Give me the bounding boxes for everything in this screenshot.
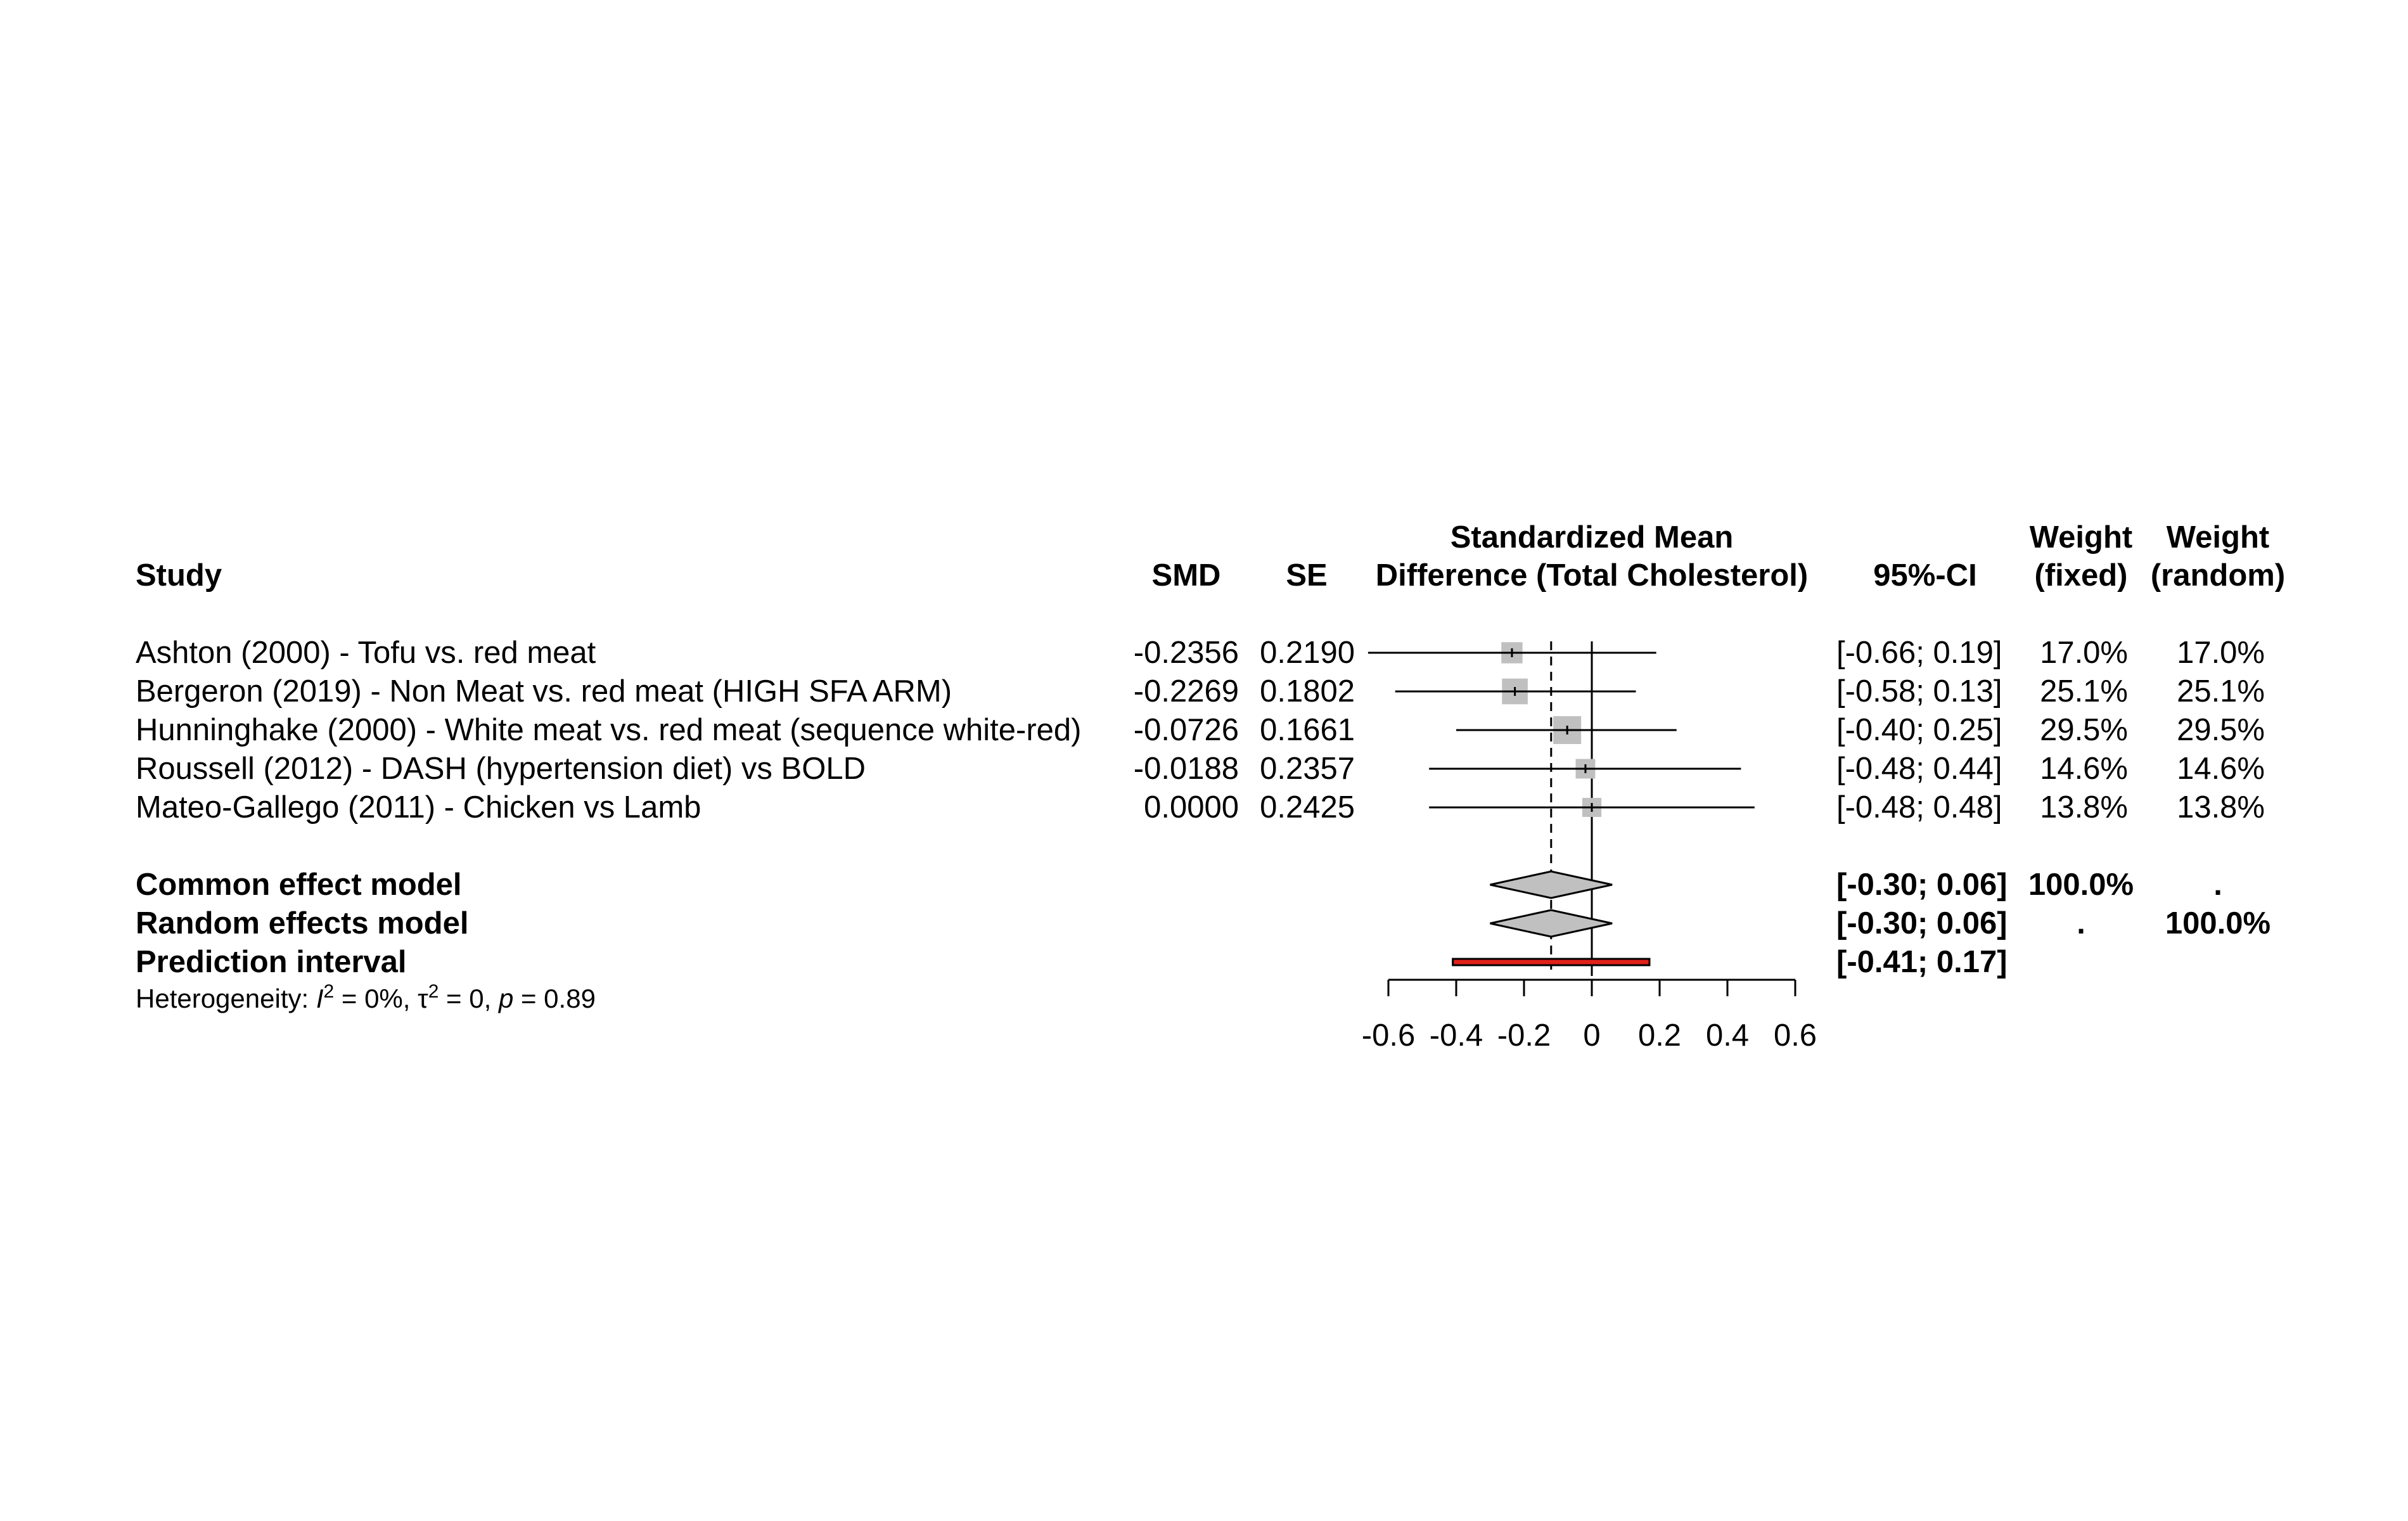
- study-weight-random: 17.0%: [2177, 636, 2265, 670]
- prediction-interval-ci: [-0.41; 0.17]: [1836, 945, 2008, 979]
- study-se: 0.2357: [1260, 752, 1355, 786]
- study-ci: [-0.66; 0.19]: [1836, 636, 2002, 670]
- study-smd: -0.0726: [1133, 713, 1239, 747]
- study-weight-random: 25.1%: [2177, 674, 2265, 709]
- common-effect-weight-fixed: 100.0%: [2028, 868, 2134, 902]
- study-ci: [-0.48; 0.48]: [1836, 790, 2002, 825]
- study-label: Ashton (2000) - Tofu vs. red meat: [136, 636, 596, 670]
- random-effects-ci: [-0.30; 0.06]: [1836, 906, 2008, 940]
- study-smd: -0.2356: [1133, 636, 1239, 670]
- study-weight-random: 14.6%: [2177, 752, 2265, 786]
- study-row: [136, 713, 2265, 747]
- common-effect-ci: [-0.30; 0.06]: [1836, 868, 2008, 902]
- x-axis-tick-label: 0.2: [1637, 1018, 1682, 1053]
- prediction-interval-bar: [1453, 959, 1649, 965]
- study-se: 0.1661: [1260, 713, 1355, 747]
- study-row: [136, 674, 2265, 709]
- header-study: Study: [136, 558, 222, 593]
- x-axis-tick-label: 0.4: [1705, 1018, 1750, 1053]
- study-label: Bergeron (2019) - Non Meat vs. red meat (HIGH SFA ARM): [136, 674, 952, 709]
- header-smd: SMD: [1151, 558, 1221, 593]
- x-axis: [1362, 980, 1817, 1053]
- study-ci: [-0.58; 0.13]: [1836, 674, 2002, 709]
- header-weight-fixed-2: (fixed): [2034, 558, 2128, 593]
- study-smd: -0.2269: [1133, 674, 1239, 709]
- prediction-interval-label: Prediction interval: [136, 945, 407, 979]
- study-label: Mateo-Gallego (2011) - Chicken vs Lamb: [136, 790, 701, 825]
- random-effects-label: Random effects model: [136, 906, 469, 940]
- study-weight-random: 13.8%: [2177, 790, 2265, 825]
- study-weight-fixed: 29.5%: [2040, 713, 2128, 747]
- study-weight-fixed: 17.0%: [2040, 636, 2128, 670]
- random-effects-diamond: [1490, 910, 1613, 937]
- header-weight-fixed-1: Weight: [2029, 520, 2133, 555]
- random-effects-weight-random: 100.0%: [2165, 906, 2271, 940]
- heterogeneity-text: Heterogeneity: $I^2 = 0\%$, $\tau^2 = 0$, p = 0.89: [136, 981, 596, 1013]
- x-axis-tick-label: 0.6: [1773, 1018, 1817, 1053]
- x-axis-tick-label: -0.2: [1497, 1018, 1551, 1053]
- prediction-interval-row: [136, 945, 2008, 979]
- study-ci: [-0.48; 0.44]: [1836, 752, 2002, 786]
- study-weight-random: 29.5%: [2177, 713, 2265, 747]
- x-axis-tick-label: -0.6: [1361, 1018, 1416, 1053]
- header-weight-random-2: (random): [2150, 558, 2286, 593]
- forest-marks: [1368, 641, 1755, 976]
- random-effects-row: [136, 906, 2270, 940]
- study-row: [136, 752, 2265, 786]
- common-effect-diamond: [1490, 871, 1613, 898]
- study-se: 0.2190: [1260, 636, 1355, 670]
- common-effect-row: [136, 868, 2222, 902]
- header-plot-line2: Difference (Total Cholesterol): [1375, 558, 1809, 593]
- study-se: 0.1802: [1260, 674, 1355, 709]
- header-ci: 95%-CI: [1873, 558, 1977, 593]
- common-effect-weight-random: .: [2213, 868, 2222, 902]
- header-se: SE: [1286, 558, 1328, 593]
- x-axis-tick-label: 0: [1583, 1018, 1601, 1053]
- header-plot-line1: Standardized Mean: [1450, 520, 1734, 555]
- study-row: [136, 790, 2265, 825]
- study-label: Roussell (2012) - DASH (hypertension diet) vs BOLD: [136, 752, 866, 786]
- study-ci: [-0.40; 0.25]: [1836, 713, 2002, 747]
- header-weight-random-1: Weight: [2166, 520, 2270, 555]
- study-smd: 0.0000: [1144, 790, 1239, 825]
- study-weight-fixed: 25.1%: [2040, 674, 2128, 709]
- common-effect-label: Common effect model: [136, 868, 462, 902]
- study-weight-fixed: 14.6%: [2040, 752, 2128, 786]
- x-axis-tick-label: -0.4: [1429, 1018, 1483, 1053]
- study-weight-fixed: 13.8%: [2040, 790, 2128, 825]
- study-label: Hunninghake (2000) - White meat vs. red meat (sequence white-red): [136, 713, 1082, 747]
- study-smd: -0.0188: [1133, 752, 1239, 786]
- random-effects-weight-fixed: .: [2077, 906, 2085, 940]
- study-row: [136, 636, 2265, 670]
- study-se: 0.2425: [1260, 790, 1355, 825]
